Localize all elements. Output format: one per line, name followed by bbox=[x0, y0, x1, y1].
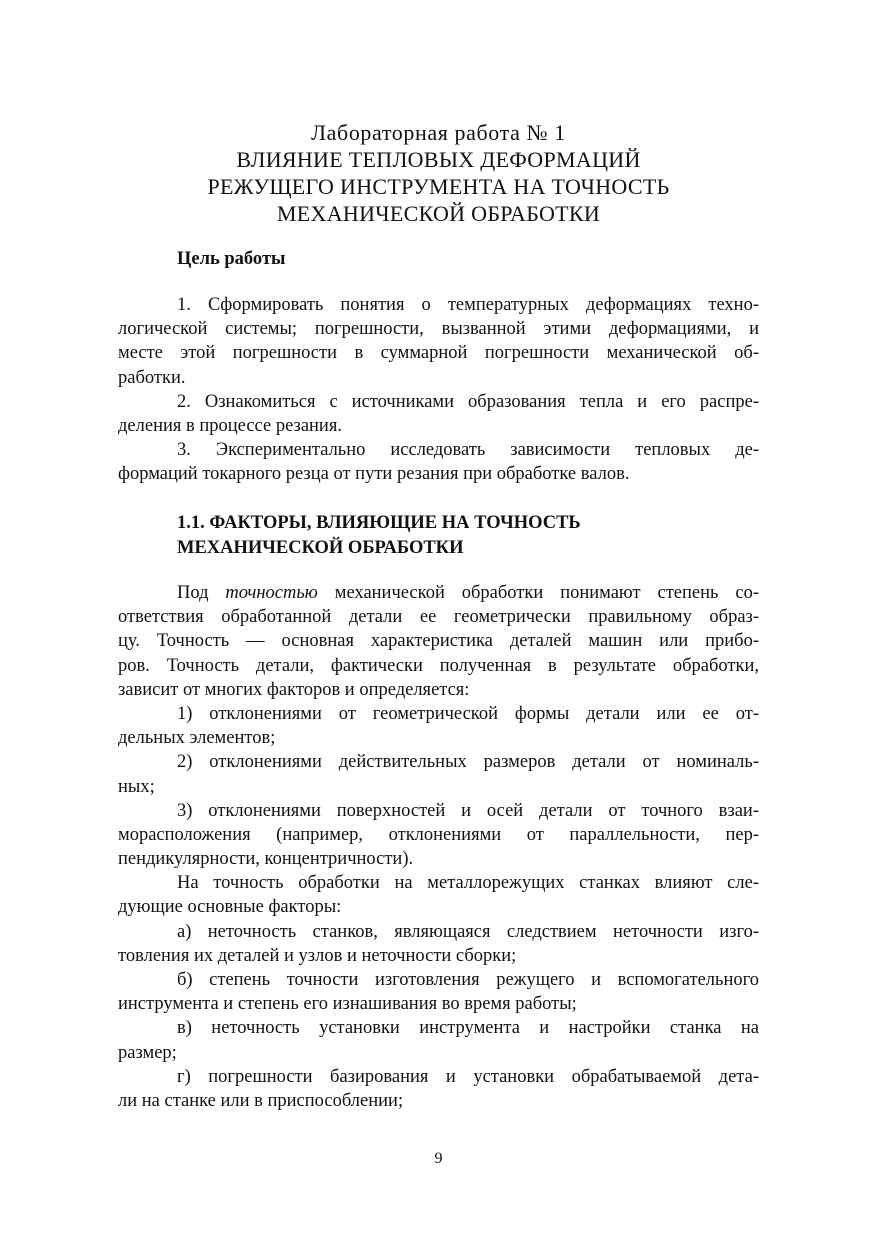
text-line: морасположения (например, отклонениями от параллельности, пер- bbox=[118, 824, 759, 845]
goal-heading: Цель работы bbox=[177, 249, 286, 269]
first-line-after: механической обработки понимают степень со- bbox=[317, 583, 760, 603]
text-line: размер; bbox=[118, 1042, 177, 1063]
text-line: 2) отклонениями действительных размеров детали от номиналь- bbox=[177, 752, 759, 773]
lab-work-title: Лабораторная работа № 1 bbox=[311, 120, 566, 145]
text-line: логической системы; погрешности, вызванной этими деформациями, и bbox=[118, 319, 759, 340]
section-heading bbox=[177, 511, 581, 560]
section-heading-line-2: МЕХАНИЧЕСКОЙ ОБРАБОТКИ bbox=[177, 537, 464, 558]
text-line: месте этой погрешности в суммарной погрешности механической об- bbox=[118, 343, 759, 364]
section-body bbox=[118, 581, 759, 1113]
text-line: в) неточность установки инструмента и настройки станка на bbox=[177, 1018, 759, 1039]
text-line: работки. bbox=[118, 367, 186, 388]
text-line: ответствия обработанной детали ее геометрически правильному образ- bbox=[118, 607, 759, 628]
text-line: На точность обработки на металлорежущих станках влияют сле- bbox=[177, 873, 759, 894]
goal-paragraphs bbox=[118, 293, 759, 487]
text-line: 1) отклонениями от геометрической формы детали или ее от- bbox=[177, 703, 759, 724]
topic-title-line-1: ВЛИЯНИЕ ТЕПЛОВЫХ ДЕФОРМАЦИЙ bbox=[236, 147, 641, 172]
text-line: дующие основные факторы: bbox=[118, 897, 342, 918]
text-line: пендикулярности, концентричности). bbox=[118, 849, 414, 870]
text-line: ли на станке или в приспособлении; bbox=[118, 1090, 404, 1111]
text-line: цу. Точность — основная характеристика деталей машин или прибо- bbox=[118, 631, 759, 652]
text-line: товления их деталей и узлов и неточности сборки; bbox=[118, 945, 517, 966]
text-line: 2. Ознакомиться с источниками образования тепла и его распре- bbox=[177, 391, 759, 412]
topic-title-line-3: МЕХАНИЧЕСКОЙ ОБРАБОТКИ bbox=[276, 201, 601, 226]
text-line: формаций токарного резца от пути резания при обработке валов. bbox=[118, 464, 630, 485]
text-line: 3. Экспериментально исследовать зависимости тепловых де- bbox=[177, 440, 759, 461]
page-number: 9 bbox=[434, 1150, 443, 1167]
text-line: зависит от многих факторов и определяется: bbox=[118, 679, 470, 700]
text-line: 3) отклонениями поверхностей и осей детали от точного взаи- bbox=[177, 800, 759, 821]
text-line: 1. Сформировать понятия о температурных деформациях техно- bbox=[177, 295, 759, 315]
text-line: дельных элементов; bbox=[118, 728, 276, 749]
text-line: инструмента и степень его изнашивания во время работы; bbox=[118, 994, 577, 1015]
text-line: ных; bbox=[118, 776, 155, 797]
text-line: деления в процессе резания. bbox=[118, 415, 342, 436]
text-line: б) степень точности изготовления режущего и вспомогательного bbox=[177, 970, 759, 990]
section-heading-line-1: 1.1. ФАКТОРЫ, ВЛИЯЮЩИЕ НА ТОЧНОСТЬ bbox=[177, 513, 581, 533]
topic-title-line-2: РЕЖУЩЕГО ИНСТРУМЕНТА НА ТОЧНОСТЬ bbox=[207, 174, 670, 199]
emphasized-term: точностью bbox=[225, 583, 318, 603]
text-line: а) неточность станков, являющаяся следствием неточности изго- bbox=[177, 921, 759, 942]
text-line: г) погрешности базирования и установки обрабатываемой дета- bbox=[177, 1066, 759, 1087]
text-line: ров. Точность детали, фактически полученная в результате обработки, bbox=[118, 655, 759, 676]
text-line bbox=[118, 581, 759, 605]
first-line-before: Под bbox=[177, 583, 226, 603]
